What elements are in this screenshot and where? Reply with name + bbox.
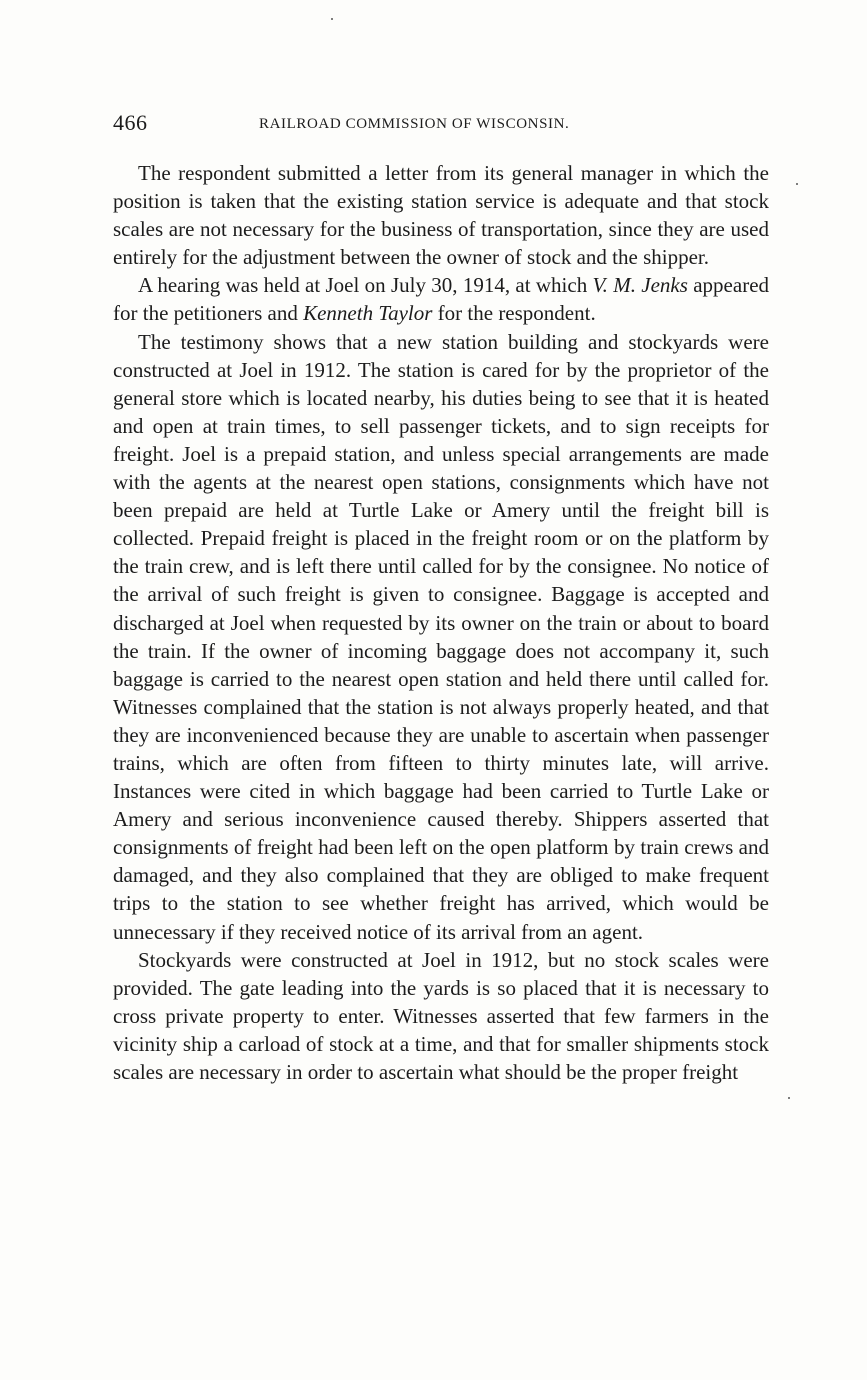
paragraph-text: A hearing was held at Joel on July 30, 1914, at which	[138, 273, 593, 298]
scan-speck	[331, 18, 333, 20]
paragraph-text: The testimony shows that a new station building and stockyards were constructed at Joel in 1912. The station is cared for by the proprietor of the general store which is located nearby, his duties being to see that it is heated and open at train times, to sell passenger tickets, and to sign receipts for freight. Joel is a prepaid station, and unless special arrangements are made with the agents at the nearest open stations, consignments which have not been prepaid are held at Turtle Lake or Amery until the freight bill is collected. Prepaid freight is placed in the freight room or on the platform by the train crew, and is left there until called for by the consignee. No notice of the arrival of such freight is given to consignee. Baggage is accepted and discharged at Joel when requested by its owner on the train or about to board the train. If the owner of incoming baggage does not accompany it, such baggage is carried to the nearest open station and held there until called for. Witnesses complained that the station is not always properly heated, and that they are inconvenienced because they are unable to ascertain when passenger trains, which are often from fifteen to thirty minutes late, will arrive. Instances were cited in which baggage had been carried to Turtle Lake or Amery and serious inconvenience caused thereby. Shippers asserted that consignments of freight had been left on the open platform by train crews and damaged, and they also complained that they are obliged to make frequent trips to the station to see whether freight has arrived, which would be unnecessary if they received notice of its arrival from an agent.	[113, 329, 769, 944]
paragraph-stockyards	[113, 946, 769, 1086]
scan-speck	[796, 183, 798, 185]
running-title: RAILROAD COMMISSION OF WISCONSIN.	[259, 116, 570, 132]
paragraph-testimony	[113, 328, 769, 946]
scan-speck	[788, 1097, 790, 1099]
paragraph-text: for the respondent.	[432, 301, 596, 326]
page-number: 466	[113, 110, 148, 135]
petitioner-counsel-name: V. M. Jenks	[592, 273, 688, 298]
paragraph-hearing	[113, 271, 769, 327]
body-text	[113, 159, 769, 1086]
respondent-counsel-name: Kenneth Taylor	[303, 301, 433, 326]
running-header	[113, 108, 769, 138]
paragraph-text: appeared for the petitioners and	[113, 273, 770, 326]
paragraph-respondent-letter	[113, 159, 769, 271]
paragraph-text: Stockyards were constructed at Joel in 1912, but no stock scales were provided. The gate leading into the yards is so placed that it is necessary to cross private property to enter. Witnesses asserted that few farmers in the vicinity ship a carload of stock at a time, and that for smaller shipments stock scales are necessary in order to ascertain what should be the proper freight	[113, 947, 769, 1084]
paragraph-text: The respondent submitted a letter from its general manager in which the position is taken that the existing station service is adequate and that stock scales are not necessary for the business of transportation, since they are used entirely for the adjustment between the owner of stock and the shipper.	[113, 161, 769, 270]
